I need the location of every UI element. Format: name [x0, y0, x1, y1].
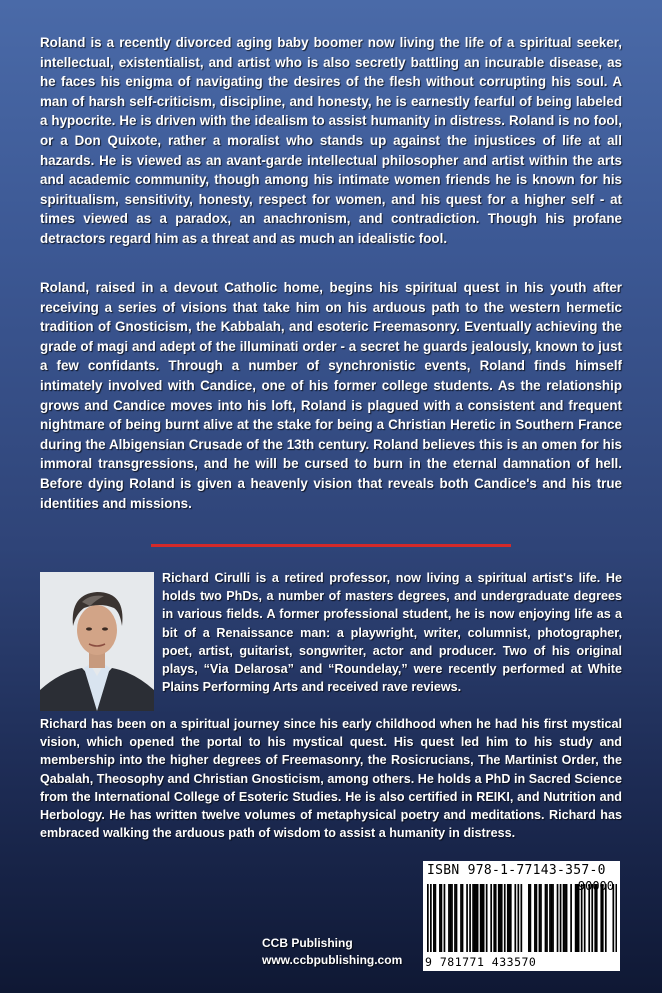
- barcode-bar: [508, 884, 510, 952]
- barcode-bars: [427, 884, 617, 952]
- barcode-bar: [551, 884, 553, 952]
- barcode-bar: [507, 884, 509, 952]
- barcode-bar: [472, 884, 474, 952]
- red-divider: [151, 544, 511, 547]
- barcode-bar: [490, 884, 492, 952]
- barcode-bar: [435, 884, 437, 952]
- barcode-bar: [615, 884, 617, 952]
- barcode-bar: [545, 884, 547, 952]
- barcode-bar: [433, 884, 435, 952]
- barcode-bar: [504, 884, 506, 952]
- barcode-bar: [451, 884, 453, 952]
- isbn-number: ISBN 978-1-77143-357-0: [427, 863, 606, 878]
- barcode-bar: [563, 884, 565, 952]
- barcode-bar: [517, 884, 519, 952]
- barcode-bar: [534, 884, 536, 952]
- barcode-bar: [456, 884, 458, 952]
- publisher-block: [262, 935, 402, 969]
- barcode-bar: [483, 884, 485, 952]
- synopsis-paragraph-1: Roland is a recently divorced aging baby boomer now living the life of a spiritual seeker, intellectual, existentialist, and artist who is also secretly battling an incurable disease, as he faces his enigma of navigating the desires of the flesh without corrupting his soul. A man of harsh self-criticism, discipline, and honesty, he is earnestly fearful of being labeled a hypocrite. He is driven with the idealism to assist humanity in distress. Roland is no fool, or a Don Quixote, rather a moralist who stands up against the injustices of life at all hazards. He is viewed as an avant-garde intellectual philosopher and artist within the arts and academic community, though among his intimate women friends he is known for his spiritualism, sensitivity, honesty, respect for women, and his quest for a higher self - at times viewed as a paradox, an anachronism, and contradiction. Though his profane detractors regard him as a threat and as much an idealistic fool.: [40, 35, 622, 246]
- barcode-bar: [454, 884, 456, 952]
- barcode-bar: [570, 884, 572, 952]
- barcode-bar: [430, 884, 432, 952]
- barcode-bar: [493, 884, 495, 952]
- barcode-bar: [575, 884, 577, 952]
- barcode-bar: [539, 884, 541, 952]
- barcode-bar: [514, 884, 516, 952]
- barcode-bar: [536, 884, 538, 952]
- barcode-bar: [591, 884, 593, 952]
- author-bio-1: Richard Cirulli is a retired professor, now living a spiritual artist's life. He holds two PhDs, a number of masters degrees, and undergraduate degrees in various fields. A former professional student, he is now enjoying life as a bit of a Renaissance man: a playwright, writer, columnist, photographer, poet, artist, guitarist, songwriter, actor and producer. Two of his original plays, “Via Delarosa” and “Roundelay,” were recently performed at White Plains Performing Arts and received rave reviews.: [162, 571, 622, 695]
- barcode-bar: [612, 884, 614, 952]
- author-photo: [40, 572, 154, 711]
- barcode-bar: [546, 884, 548, 952]
- author-bio-2: Richard has been on a spiritual journey since his early childhood when he had his first mystical vision, which opened the portal to his mystical quest. His quest led him to his study and membership into the higher degrees of Freemasonry, the Rosicrucians, The Martinist Order, the Qabalah, Theosophy and Christian Gnosticism, among others. He holds a PhD in Sacred Science from the International College of Esoteric Studies. He is also certified in REIKI, and Nutrition and Herbology. He has written twelve volumes of metaphysical poetry and meditations. Richard has embraced walking the arduous path of wisdom to assist a humanity in distress.: [40, 717, 622, 841]
- barcode-bar: [444, 884, 446, 952]
- publisher-url: www.ccbpublishing.com: [262, 953, 403, 967]
- barcode-bar: [450, 884, 452, 952]
- barcode-bar: [495, 884, 497, 952]
- barcode-bar: [460, 884, 462, 952]
- barcode-bar: [501, 884, 503, 952]
- barcode-bar: [602, 884, 604, 952]
- synopsis-paragraph-2: Roland, raised in a devout Catholic home, begins his spiritual quest in his youth after receiving a series of visions that take him on his arduous path to the western hermetic tradition of Gnosticism, the Kabbalah, and esoteric Freemasonry. Eventually achieving the grade of magi and adept of the illuminati order - a secret he guards jealously, known to just a few confidants. Through a number of synchronistic events, Roland finds himself intimately involved with Candice, one of his former college students. As the relationship grows and Candice moves into his loft, Roland is plagued with a consistent and frequent nightmare of being burnt alive at the stake for being a Christian Heretic in Southern France during the Albigensian Crusade of the 13th century. Roland believes this is an omen for his immoral transgressions, and he will be cursed to burn in the eternal damnation of hell. Before dying Roland is given a heavenly vision that reveals both Candice's and his true identities and missions.: [40, 280, 622, 511]
- barcode-bar: [566, 884, 568, 952]
- barcode-bar: [499, 884, 501, 952]
- barcode-bar: [528, 884, 530, 952]
- barcode-bar: [552, 884, 554, 952]
- isbn-barcode: [423, 861, 620, 971]
- barcode-bar: [441, 884, 443, 952]
- barcode-bar: [581, 884, 583, 952]
- publisher-name: CCB Publishing: [262, 936, 353, 950]
- barcode-bar: [520, 884, 522, 952]
- barcode-bar: [578, 884, 580, 952]
- barcode-bar: [588, 884, 590, 952]
- barcode-bar: [486, 884, 488, 952]
- barcode-bar: [594, 884, 596, 952]
- barcode-bar: [540, 884, 542, 952]
- barcode-bar: [448, 884, 450, 952]
- barcode-bar: [427, 884, 429, 952]
- barcode-bar: [498, 884, 500, 952]
- author-portrait-image: [40, 572, 154, 711]
- barcode-bar: [510, 884, 512, 952]
- barcode-bar: [475, 884, 477, 952]
- barcode-bar: [605, 884, 607, 952]
- barcode-bar: [474, 884, 476, 952]
- barcode-bar: [560, 884, 562, 952]
- barcode-bar: [549, 884, 551, 952]
- ean-digits: 9 781771 433570: [425, 955, 537, 969]
- barcode-bar: [480, 884, 482, 952]
- barcode-bar: [584, 884, 586, 952]
- barcode-bar: [469, 884, 471, 952]
- barcode-bar: [564, 884, 566, 952]
- barcode-bar: [439, 884, 441, 952]
- barcode-bar: [576, 884, 578, 952]
- barcode-bar: [462, 884, 464, 952]
- barcode-bar: [481, 884, 483, 952]
- barcode-bar: [557, 884, 559, 952]
- barcode-bar: [466, 884, 468, 952]
- barcode-bar: [477, 884, 479, 952]
- barcode-bar: [600, 884, 602, 952]
- barcode-bar: [530, 884, 532, 952]
- barcode-bar: [596, 884, 598, 952]
